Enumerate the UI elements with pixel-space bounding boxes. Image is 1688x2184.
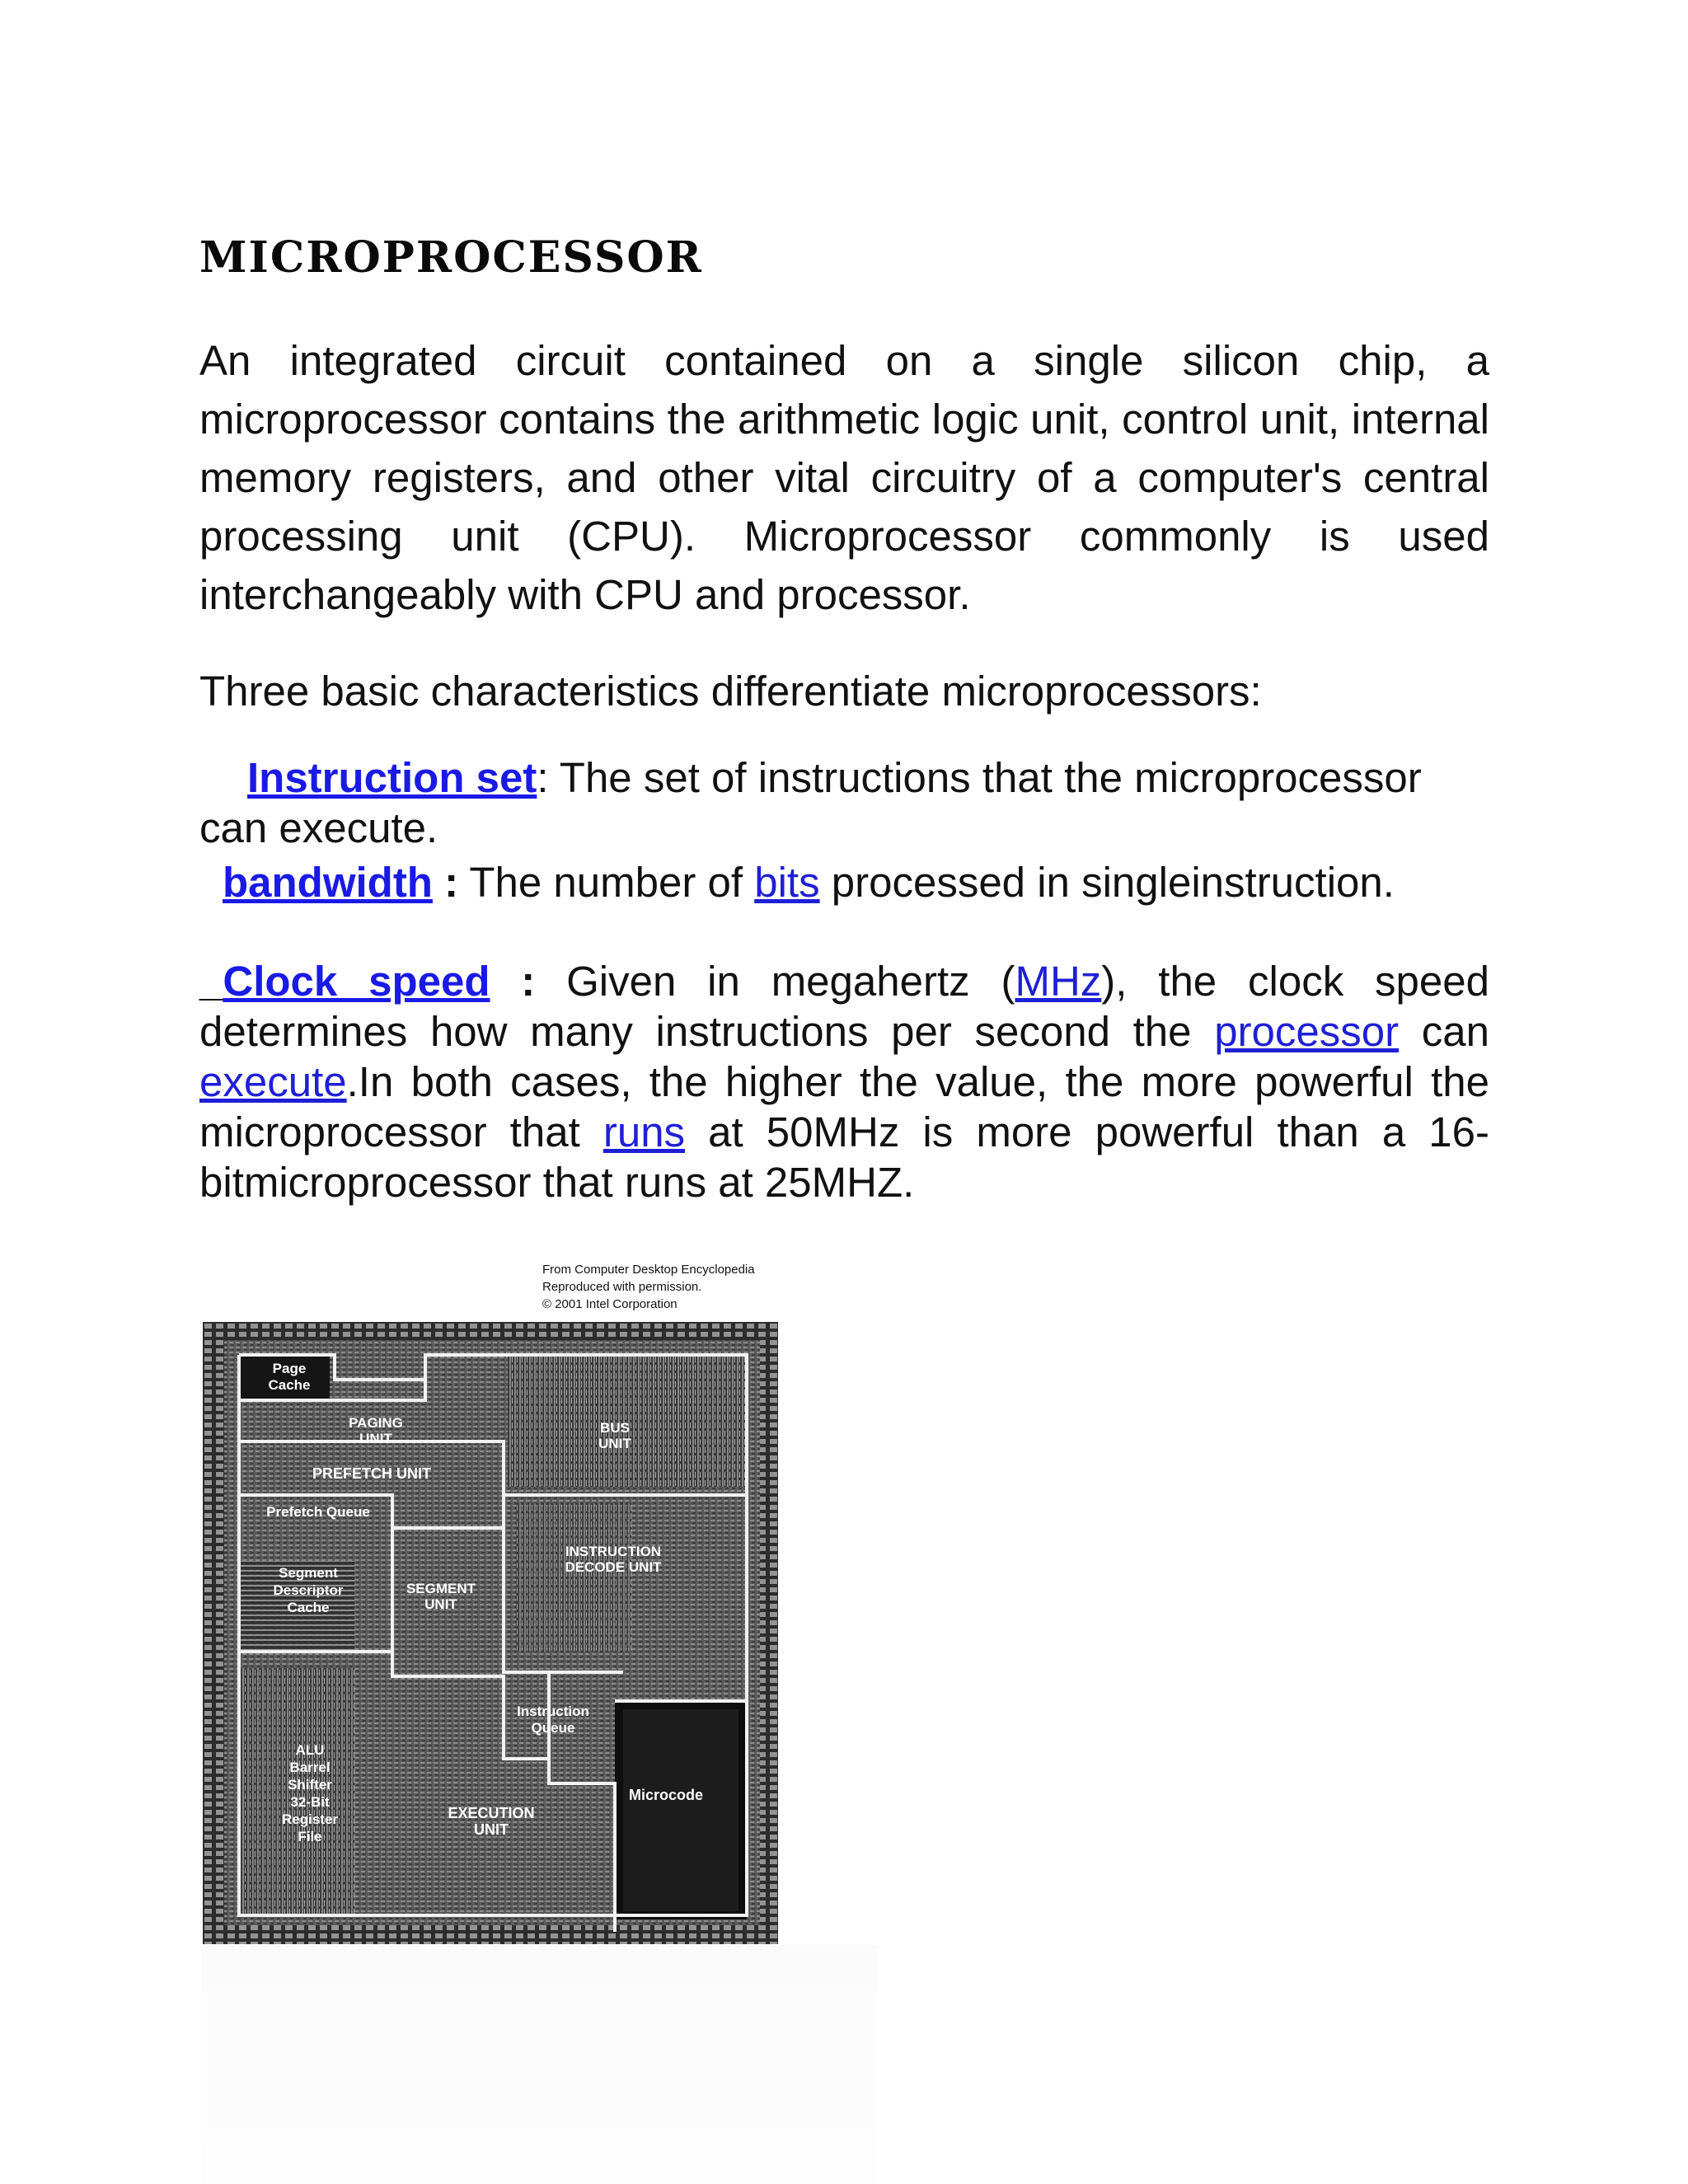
intro-paragraph: An integrated circuit contained on a single silicon chip, a microprocessor contains the arithmetic logic unit, control unit, internal memory registers, and other vital circuitry of a computer's central processing unit (CPU). Microprocessor commonly is used interchangeably with CPU and processor.: [199, 337, 1489, 618]
segment-descriptor-cache-label: Segment: [279, 1565, 338, 1581]
bandwidth-item: [199, 857, 1489, 907]
page-title: microprocessor: [199, 216, 703, 287]
instruction-queue-label: Queue: [531, 1720, 575, 1736]
clock-speed-text-3: can: [1399, 1008, 1489, 1055]
alu-label: 32-Bit: [290, 1794, 330, 1810]
clock-speed-colon: :: [490, 958, 536, 1005]
page-cache-label: Page: [272, 1361, 307, 1376]
alu-label: ALU: [295, 1742, 325, 1758]
bus-unit-label: UNIT: [598, 1436, 631, 1451]
segment-descriptor-cache-label: Descriptor: [273, 1582, 344, 1598]
instruction-queue-label: Instruction: [517, 1704, 589, 1719]
prefetch-queue-label: Prefetch Queue: [266, 1504, 370, 1520]
paging-unit-label: PAGING: [349, 1415, 403, 1431]
die-photo: [203, 1322, 778, 1944]
mhz-link[interactable]: MHz: [1015, 958, 1102, 1005]
clock-speed-link[interactable]: Clock speed: [223, 958, 490, 1005]
instruction-decode-unit-label: INSTRUCTION: [565, 1544, 662, 1559]
bits-link[interactable]: bits: [754, 859, 820, 906]
paging-unit-label: UNIT: [359, 1431, 392, 1446]
scan-shadow: [201, 1945, 877, 2184]
bandwidth-colon: :: [432, 859, 459, 906]
alu-label: File: [298, 1829, 322, 1844]
die-photo-figure: [203, 1256, 778, 1944]
execution-unit-label: UNIT: [474, 1821, 509, 1838]
instruction-decode-unit-label: DECODE UNIT: [565, 1559, 662, 1575]
page-cache-label: Cache: [268, 1377, 311, 1393]
instruction-set-item: [199, 752, 1489, 853]
runs-link[interactable]: runs: [603, 1108, 686, 1155]
credit-line: From Computer Desktop Encyclopedia: [542, 1263, 755, 1277]
credit-line: Reproduced with permission.: [542, 1280, 702, 1294]
microcode-label: Microcode: [628, 1787, 704, 1803]
instruction-set-link[interactable]: Instruction set: [247, 754, 537, 801]
clock-speed-text-5: at 50MHz is more powerful than a 16-bitmicroprocessor that runs at 25MHZ.: [199, 1108, 1489, 1206]
alu-label: Barrel: [289, 1760, 331, 1775]
bandwidth-text-before: The number of: [458, 859, 755, 906]
segment-unit-label: SEGMENT: [406, 1581, 476, 1596]
clock-speed-text-2: ), the clock speed determines how many instructions per second the: [199, 958, 1489, 1055]
clock-speed-item: [199, 956, 1489, 1207]
alu-label: Shifter: [288, 1777, 332, 1793]
clock-speed-text-4: .In both cases, the higher the value, the more powerful the microprocessor that: [199, 1058, 1489, 1155]
bandwidth-text-after: processed in singleinstruction.: [819, 859, 1395, 906]
clock-speed-text-1: Given in megahertz (: [535, 958, 1015, 1005]
prefetch-unit-label: PREFETCH UNIT: [312, 1465, 431, 1482]
segment-descriptor-cache-label: Cache: [287, 1600, 330, 1615]
figure-credit: [542, 1261, 755, 1313]
alu-label: Register: [281, 1811, 339, 1827]
lead-paragraph: Three basic characteristics differentiate microprocessors:: [199, 668, 1262, 715]
processor-link[interactable]: processor: [1214, 1008, 1400, 1055]
bandwidth-link[interactable]: bandwidth: [223, 859, 433, 906]
segment-unit-label: UNIT: [424, 1596, 457, 1612]
execute-link[interactable]: execute: [199, 1058, 347, 1105]
credit-line: © 2001 Intel Corporation: [542, 1297, 678, 1311]
bus-unit-label: BUS: [600, 1420, 630, 1436]
instruction-set-text: : The set of instructions that the microprocessor can execute.: [199, 754, 1422, 851]
execution-unit-label: EXECUTION: [448, 1805, 535, 1821]
clock-speed-prefix: _: [199, 958, 223, 1005]
